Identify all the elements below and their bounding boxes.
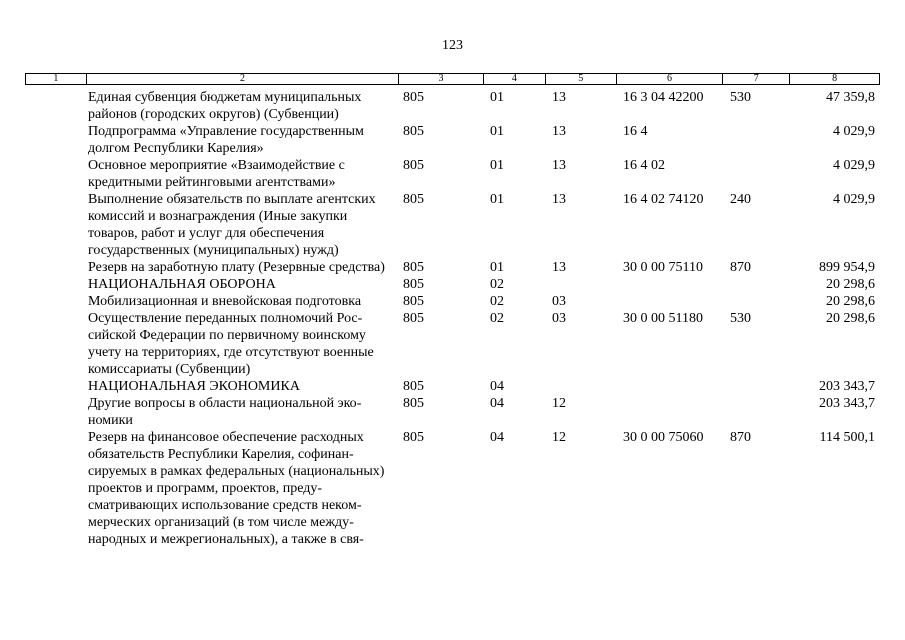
row-col-1 — [25, 429, 86, 548]
row-ved: 805 — [403, 396, 424, 411]
row-name: Единая субвенция бюджетам муниципальных районов (городских округов) (Субвенции) — [88, 90, 362, 122]
row-expense-type — [724, 276, 791, 293]
row-target-article — [617, 395, 724, 429]
column-header-4: 4 — [484, 74, 546, 84]
row-ved: 805 — [403, 379, 424, 394]
row-name: Подпрограмма «Управление государственным долгом Республики Карелия» — [88, 124, 364, 156]
row-ved: 805 — [403, 277, 424, 292]
row-section: 04 — [490, 430, 504, 445]
table-row — [25, 259, 880, 276]
row-expense-type — [724, 293, 791, 310]
row-ved: 805 — [403, 430, 424, 445]
row-amount: 20 298,6 — [826, 311, 875, 326]
row-expense-type: 530 — [730, 311, 751, 326]
row-section: 02 — [490, 311, 504, 326]
row-col-1 — [25, 259, 86, 276]
row-subsection: 13 — [552, 124, 566, 139]
row-col-1 — [25, 157, 86, 191]
row-ved: 805 — [403, 124, 424, 139]
table-row — [25, 157, 880, 191]
row-name: Мобилизационная и вневойсковая подготовка — [88, 294, 362, 309]
row-ved: 805 — [403, 311, 424, 326]
row-amount: 203 343,7 — [819, 379, 875, 394]
column-header-5: 5 — [546, 74, 617, 84]
row-section: 01 — [490, 192, 504, 207]
row-expense-type: 240 — [730, 192, 751, 207]
row-col-1 — [25, 293, 86, 310]
row-amount: 114 500,1 — [819, 430, 875, 445]
row-target-article — [617, 378, 724, 395]
row-col-1 — [25, 89, 86, 123]
row-section: 01 — [490, 90, 504, 105]
row-expense-type — [724, 123, 791, 157]
row-subsection: 12 — [552, 430, 566, 445]
row-ved: 805 — [403, 192, 424, 207]
row-amount: 203 343,7 — [819, 396, 875, 411]
table-row — [25, 310, 880, 378]
row-name: Основное мероприятие «Взаимодействие с кредитными рейтинговыми агентствами» — [88, 158, 345, 190]
column-header-7: 7 — [723, 74, 790, 84]
column-header-1: 1 — [26, 74, 87, 84]
row-target-article: 30 0 00 51180 — [623, 311, 703, 326]
row-expense-type — [724, 395, 791, 429]
row-amount: 20 298,6 — [826, 277, 875, 292]
row-amount: 4 029,9 — [833, 192, 875, 207]
row-section: 04 — [490, 379, 504, 394]
row-section: 02 — [490, 294, 504, 309]
table-row — [25, 429, 880, 548]
row-section: 01 — [490, 158, 504, 173]
row-name: Осуществление переданных полномочий Российской Федерации по первичному воинскому учету на территориях, где отсутствуют военные комиссариаты (Субвенции) — [88, 311, 374, 377]
table-row — [25, 395, 880, 429]
row-target-article: 16 4 02 — [623, 158, 665, 173]
row-col-1 — [25, 191, 86, 259]
row-amount: 20 298,6 — [826, 294, 875, 309]
table-row — [25, 293, 880, 310]
row-name: Резерв на заработную плату (Резервные средства) — [88, 260, 385, 275]
row-name: Резерв на финансовое обеспечение расходных обязательств Республики Карелия, софинансируемых в рамках федеральных (национальных) проектов и программ, проектов, предусматривающих использование средств некоммерческих организаций (в том числе международных и межрегиональных), а также в свя- — [88, 430, 385, 547]
row-col-1 — [25, 276, 86, 293]
table-row — [25, 378, 880, 395]
row-ved: 805 — [403, 294, 424, 309]
row-col-1 — [25, 378, 86, 395]
row-name: НАЦИОНАЛЬНАЯ ОБОРОНА — [88, 277, 276, 292]
column-header-2: 2 — [87, 74, 399, 84]
row-name: Другие вопросы в области национальной экономики — [88, 396, 362, 428]
table-body — [25, 89, 880, 548]
row-amount: 4 029,9 — [833, 158, 875, 173]
row-target-article: 16 3 04 42200 — [623, 90, 704, 105]
row-expense-type — [724, 157, 791, 191]
row-section: 01 — [490, 124, 504, 139]
row-subsection — [546, 378, 617, 395]
row-target-article: 16 4 02 74120 — [623, 192, 704, 207]
table-row — [25, 89, 880, 123]
column-header-6: 6 — [617, 74, 724, 84]
row-subsection — [546, 276, 617, 293]
row-amount: 899 954,9 — [819, 260, 875, 275]
row-target-article — [617, 276, 724, 293]
page-number: 123 — [442, 38, 463, 53]
row-name: НАЦИОНАЛЬНАЯ ЭКОНОМИКА — [88, 379, 300, 394]
row-col-1 — [25, 395, 86, 429]
row-amount: 4 029,9 — [833, 124, 875, 139]
row-target-article: 30 0 00 75110 — [623, 260, 703, 275]
table-row — [25, 191, 880, 259]
row-expense-type: 870 — [730, 430, 751, 445]
row-section: 02 — [490, 277, 504, 292]
row-ved: 805 — [403, 260, 424, 275]
row-target-article: 30 0 00 75060 — [623, 430, 704, 445]
row-ved: 805 — [403, 90, 424, 105]
row-section: 04 — [490, 396, 504, 411]
row-expense-type — [724, 378, 791, 395]
row-subsection: 03 — [552, 311, 566, 326]
table-row — [25, 123, 880, 157]
row-subsection: 13 — [552, 192, 566, 207]
row-subsection: 13 — [552, 260, 566, 275]
row-target-article: 16 4 — [623, 124, 648, 139]
table-row — [25, 276, 880, 293]
row-target-article — [617, 293, 724, 310]
row-subsection: 12 — [552, 396, 566, 411]
row-subsection: 13 — [552, 90, 566, 105]
column-header-3: 3 — [399, 74, 484, 84]
column-header-8: 8 — [832, 73, 838, 84]
row-name: Выполнение обязательств по выплате агентских комиссий и вознаграждения (Иные закупки товаров, работ и услуг для обеспечения государственных (муниципальных) нужд) — [88, 192, 376, 258]
row-expense-type: 530 — [730, 90, 751, 105]
row-section: 01 — [490, 260, 504, 275]
row-col-1 — [25, 123, 86, 157]
row-col-1 — [25, 310, 86, 378]
row-ved: 805 — [403, 158, 424, 173]
row-expense-type: 870 — [730, 260, 751, 275]
row-subsection: 03 — [552, 294, 566, 309]
table-header — [25, 73, 880, 85]
row-subsection: 13 — [552, 158, 566, 173]
row-amount: 47 359,8 — [826, 90, 875, 105]
